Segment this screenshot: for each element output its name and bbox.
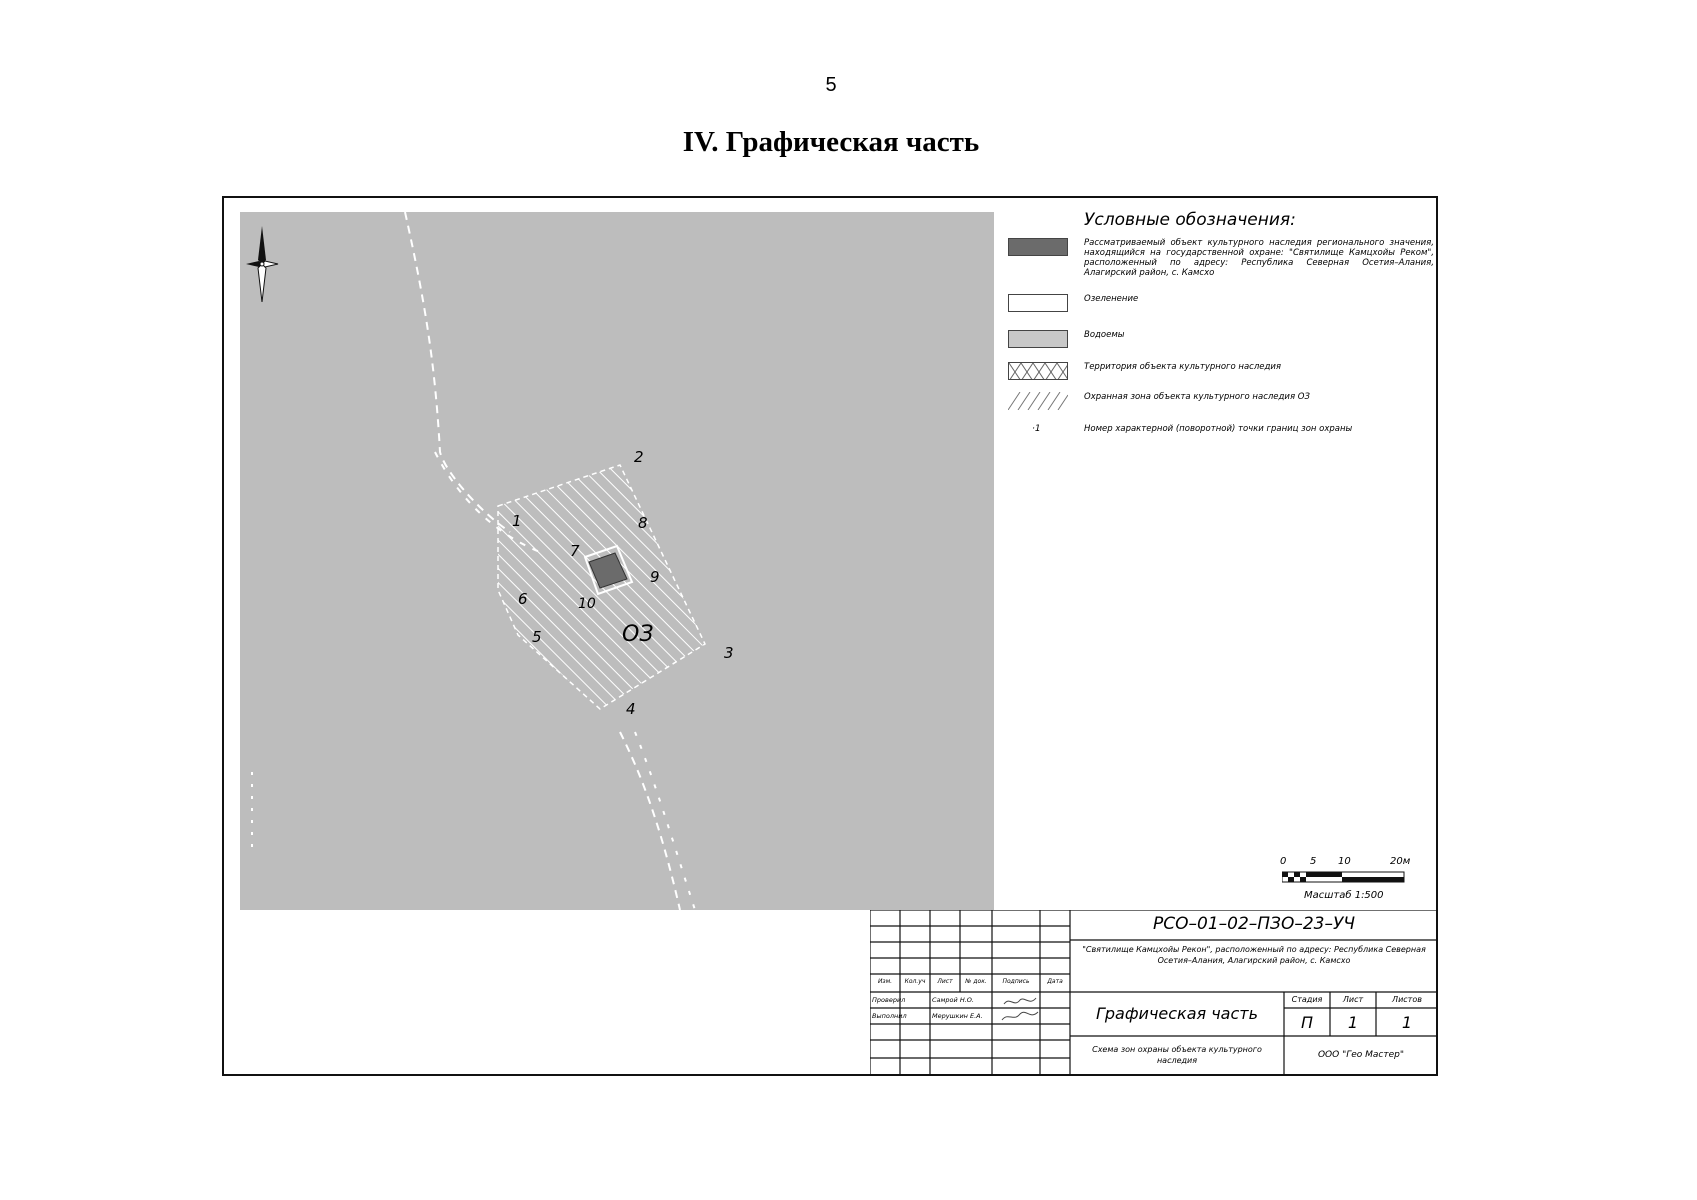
sheet-header: Лист [1342, 995, 1364, 1004]
point-marker-icon: ·1 [1032, 424, 1041, 434]
drawing-code: РСО–01–02–ПЗО–23–УЧ [1153, 914, 1355, 934]
column-header: Кол.уч [904, 978, 926, 985]
sheet-value: 1 [1347, 1013, 1359, 1032]
road-line [635, 732, 695, 910]
point-label: 7 [570, 542, 580, 560]
object-swatch-icon [1008, 238, 1068, 256]
map-canvas [240, 212, 994, 910]
object-name: "Святилище Камцхойы Рекон", расположенный по адресу: Республика Северная Осетия–Алания, Алагирский район, с. Камсхо [1082, 945, 1426, 965]
scale-tick-label: 20м [1390, 856, 1411, 867]
greenery-swatch-icon [1008, 294, 1068, 312]
scale-tick-label: 0 [1280, 856, 1287, 867]
map-area [240, 212, 994, 910]
drawing-title: Схема зон охраны объекта культурного наследия [1092, 1045, 1262, 1065]
column-header: Лист [937, 978, 953, 985]
scale-tick-label: 5 [1310, 856, 1317, 867]
legend-text: Охранная зона объекта культурного наследия ОЗ [1084, 392, 1310, 402]
drawing-sheet [222, 196, 1438, 1076]
section-heading: IV. Графическая часть [682, 126, 980, 158]
section-title: Графическая часть [1095, 1004, 1259, 1023]
legend-text: Номер характерной (поворотной) точки границ зон охраны [1084, 424, 1353, 434]
protection-zone-hatch-swatch-icon [1008, 392, 1068, 410]
sheets-value: 1 [1401, 1013, 1413, 1032]
north-arrow-icon [246, 226, 278, 302]
point-label: 6 [518, 590, 528, 608]
scale-tick-label: 10 [1338, 856, 1351, 867]
legend-text: Озеленение [1084, 294, 1139, 304]
road-line [620, 732, 680, 910]
legend-text: Рассматриваемый объект культурного наследия регионального значения, находящийся на государственной охране: "Святилище Камцхойы Реком", расположенный по адресу: Республика Северная Осетия–Алания, Алагирский район, с. Камсхо [1084, 238, 1434, 278]
sheets-header: Листов [1392, 995, 1422, 1004]
stage-header: Стадия [1291, 995, 1323, 1004]
point-label: 2 [634, 448, 644, 466]
signer-role: Проверил [872, 996, 906, 1004]
stage-value: П [1300, 1013, 1314, 1032]
legend-text: Водоемы [1084, 330, 1125, 340]
point-label: 8 [638, 514, 648, 532]
point-label: 4 [626, 700, 636, 718]
point-label: 10 [578, 596, 596, 612]
water-swatch-icon [1008, 330, 1068, 348]
scale-ruler [1282, 870, 1408, 886]
territory-hatch-swatch-icon [1008, 362, 1068, 380]
column-header: Дата [1047, 978, 1063, 985]
point-label: 9 [650, 568, 660, 586]
point-label: 5 [532, 628, 542, 646]
signer-name: Мерушкин Е.А. [932, 1012, 983, 1020]
signature-mark [1000, 994, 1040, 1024]
column-header: Изм. [877, 978, 893, 985]
legend-text: Территория объекта культурного наследия [1084, 362, 1282, 372]
page-number: 5 [825, 74, 837, 96]
column-header: № док. [965, 978, 987, 985]
point-label: 1 [512, 512, 522, 530]
title-block [870, 910, 1438, 1076]
point-label: 3 [724, 644, 734, 662]
scale-bar [1280, 856, 1410, 906]
road-line [405, 212, 510, 532]
signer-name: Самрой Н.О. [932, 996, 974, 1004]
column-header: Подпись [1002, 978, 1030, 985]
legend-title: Условные обозначения: [1084, 210, 1296, 230]
zone-label: ОЗ [622, 622, 654, 647]
signer-role: Выполнил [872, 1012, 907, 1020]
organization: ООО "Гео Мастер" [1317, 1050, 1405, 1060]
scale-label: Масштаб 1:500 [1304, 890, 1384, 901]
